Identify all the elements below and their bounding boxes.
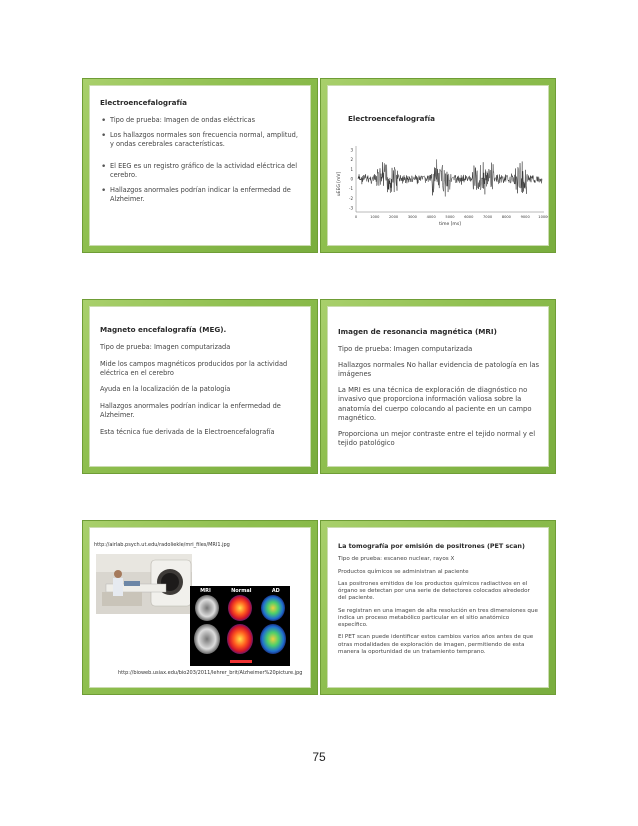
paragraph: Esta técnica fue derivada de la Electroencefalografía xyxy=(100,428,275,437)
x-tick-label: 6000 xyxy=(464,215,474,219)
slide-1-bullets xyxy=(100,116,302,204)
x-tick-label: 1000 xyxy=(370,215,380,219)
eeg-trace xyxy=(358,159,542,196)
slide-1 xyxy=(82,78,318,253)
slide-1-title: Electroencefalografía xyxy=(100,98,187,107)
x-tick-label: 5000 xyxy=(445,215,455,219)
slide-5 xyxy=(82,520,318,695)
x-tick-label: 2000 xyxy=(389,215,399,219)
x-tick-label: 8000 xyxy=(501,215,511,219)
bullet: • Los hallazgos normales son frecuencia normal, amplitud, y ondas cerebrales características. xyxy=(100,131,302,149)
x-tick-label: 3000 xyxy=(407,215,417,219)
slide-2-title: Electroencefalografía xyxy=(348,114,435,123)
paragraph: Tipo de prueba: escaneo nuclear, rayos X xyxy=(338,556,455,563)
pet-scan-panel xyxy=(190,586,290,666)
paragraph: Tipo de prueba: Imagen computarizada xyxy=(338,344,473,353)
mri-machine-photo xyxy=(96,554,192,614)
brain-normal-2 xyxy=(227,624,253,654)
slide-3-title: Magneto encefalografía (MEG). xyxy=(100,325,227,334)
slide-3 xyxy=(82,299,318,474)
paragraph: El PET scan puede identificar estos cambios varios años antes de que otras modalidades de exploración de imagen, permitiendo de esta manera la oportunidad de un tratamiento temprano. xyxy=(338,634,534,655)
x-tick-label: 4000 xyxy=(426,215,436,219)
paragraph: Mide los campos magnéticos producidos por la actividad eléctrica en el cerebro xyxy=(100,359,288,377)
slide-6-title: La tomografía por emisión de positrones (PET scan) xyxy=(338,542,525,550)
y-tick-label: -1 xyxy=(349,186,353,192)
bullet: • Hallazgos anormales podrían indicar la enfermedad de Alzheimer. xyxy=(100,186,302,204)
color-scale-bar xyxy=(230,660,252,663)
slide-6-content xyxy=(327,527,549,688)
y-tick-label: 3 xyxy=(350,147,353,153)
paragraph: Se registran en una imagen de alta resolución en tres dimensiones que indica un proceso metabólico particular en el sitio anatómico específico. xyxy=(338,607,538,629)
image-source-url-bottom: http://bioweb.usiax.edu/bio203/2011/lehrer_brit/Alzheimer%20picture.jpg xyxy=(118,670,303,676)
brain-scans xyxy=(190,594,290,666)
slide-5-content xyxy=(89,527,311,688)
paragraph: Hallazgos normales No hallar evidencia de patología en las imágenes xyxy=(338,360,540,379)
y-tick-label: 2 xyxy=(350,157,353,163)
y-tick-label: 1 xyxy=(350,166,353,172)
brain-ad-2 xyxy=(260,624,286,654)
paragraph: Proporciona un mejor contraste entre el tejido normal y el tejido patológico xyxy=(338,429,536,448)
slide-3-content xyxy=(89,306,311,467)
paragraph: Las positrones emitidos de los productos químicos radiactivos en el órgano se detectan por una serie de detectores colocados alrededor del paciente. xyxy=(338,580,530,602)
y-tick-label: -2 xyxy=(349,195,353,201)
paragraph: Hallazgos anormales podrían indicar la enfermedad de Alzheimer. xyxy=(100,402,281,420)
brain-mri-1 xyxy=(195,595,219,621)
bullet: • El EEG es un registro gráfico de la actividad eléctrica del cerebro. xyxy=(100,162,302,180)
brain-mri-2 xyxy=(194,624,220,654)
brain-ad-1 xyxy=(261,595,285,621)
paragraph: La MRI es una técnica de exploración de diagnóstico no invasivo que proporciona información valiosa sobre la anatomía del cuerpo colocando al paciente en un campo magnético. xyxy=(338,386,532,422)
slide-1-content xyxy=(89,85,311,246)
paragraph: Ayuda en la localización de la patología xyxy=(100,385,231,394)
page-number: 75 xyxy=(312,750,326,764)
slide-2 xyxy=(320,78,556,253)
scan-label-normal: Normal xyxy=(231,588,252,594)
y-tick-label: -3 xyxy=(349,205,353,211)
y-tick-labels xyxy=(349,148,353,211)
x-tick-label: 7000 xyxy=(483,215,493,219)
x-tick-label: 10000 xyxy=(538,215,550,219)
x-tick-labels xyxy=(355,215,549,219)
x-axis-label: time [ms] xyxy=(439,222,461,226)
bullet: • Tipo de prueba: Imagen de ondas eléctricas xyxy=(100,116,302,125)
brain-normal-1 xyxy=(228,595,252,621)
x-tick-label: 9000 xyxy=(520,215,530,219)
image-source-url-top: http://airlab.psych.ut.edu/radoliekle/mri_files/MRI1.jpg xyxy=(94,542,230,548)
scan-label-ad: AD xyxy=(271,588,280,594)
slide-4-title: Imagen de resonancia magnética (MRI) xyxy=(338,327,497,336)
y-axis-label: uEEG [mV] xyxy=(337,171,342,197)
paragraph: Tipo de prueba: Imagen computarizada xyxy=(100,342,231,351)
slide-2-content xyxy=(327,85,549,246)
slide-4 xyxy=(320,299,556,474)
y-tick-label: 0 xyxy=(350,176,353,182)
slide-6 xyxy=(320,520,556,695)
paragraph: Productos químicos se administran al paciente xyxy=(338,568,469,575)
eeg-chart xyxy=(330,136,549,226)
x-tick-label: 0 xyxy=(354,215,358,219)
scan-label-mri: MRI xyxy=(200,588,211,594)
slide-4-content xyxy=(327,306,549,467)
